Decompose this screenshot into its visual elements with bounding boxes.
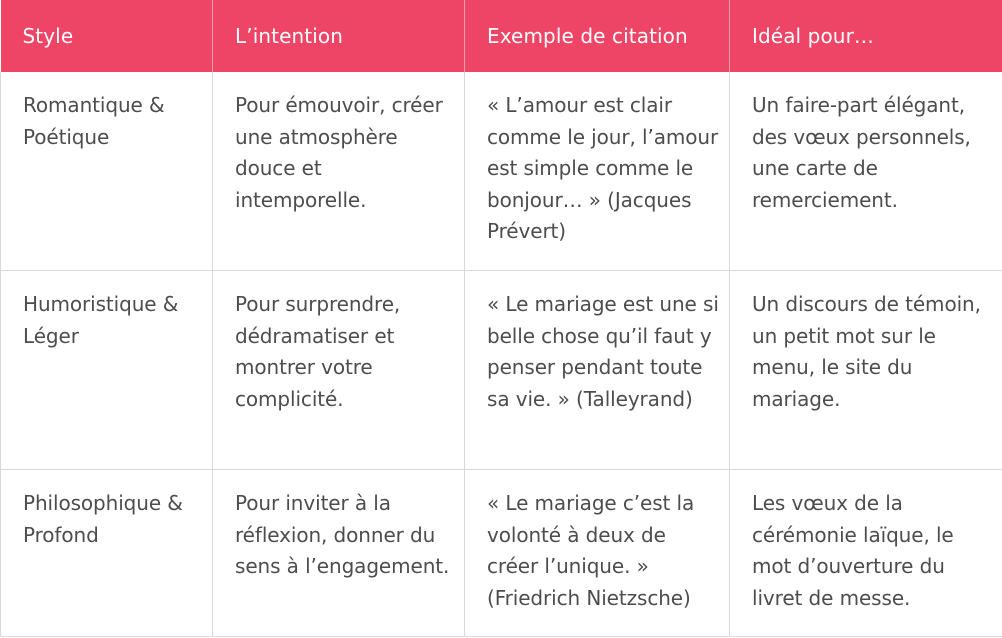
cell-intention: Pour émouvoir, créer une atmosphère douce et intemporelle. <box>213 72 465 271</box>
table-body <box>1 72 1002 637</box>
cell-style: Humoristique & Léger <box>1 271 213 470</box>
header-row <box>1 0 1002 72</box>
cell-ideal-for: Les vœux de la cérémonie laïque, le mot d’ouverture du livret de messe. <box>730 470 1002 637</box>
cell-style: Romantique & Poétique <box>1 72 213 271</box>
cell-ideal-for: Un discours de témoin, un petit mot sur le menu, le site du mariage. <box>730 271 1002 470</box>
cell-citation: « Le mariage c’est la volonté à deux de créer l’unique. » (Friedrich Nietzsche) <box>465 470 730 637</box>
cell-citation: « L’amour est clair comme le jour, l’amour est simple comme le bonjour… » (Jacques Prévert) <box>465 72 730 271</box>
table-row <box>1 470 1002 637</box>
header-ideal-for: Idéal pour… <box>730 0 1002 72</box>
table-header <box>1 0 1002 72</box>
table-row <box>1 72 1002 271</box>
cell-style: Philosophique & Profond <box>1 470 213 637</box>
header-intention: L’intention <box>213 0 465 72</box>
header-citation-example: Exemple de citation <box>465 0 730 72</box>
cell-intention: Pour surprendre, dédramatiser et montrer votre complicité. <box>213 271 465 470</box>
cell-citation: « Le mariage est une si belle chose qu’il faut y penser pendant toute sa vie. » (Talleyrand) <box>465 271 730 470</box>
table-row <box>1 271 1002 470</box>
header-style: Style <box>1 0 213 72</box>
cell-intention: Pour inviter à la réflexion, donner du sens à l’engagement. <box>213 470 465 637</box>
cell-ideal-for: Un faire-part élégant, des vœux personnels, une carte de remerciement. <box>730 72 1002 271</box>
